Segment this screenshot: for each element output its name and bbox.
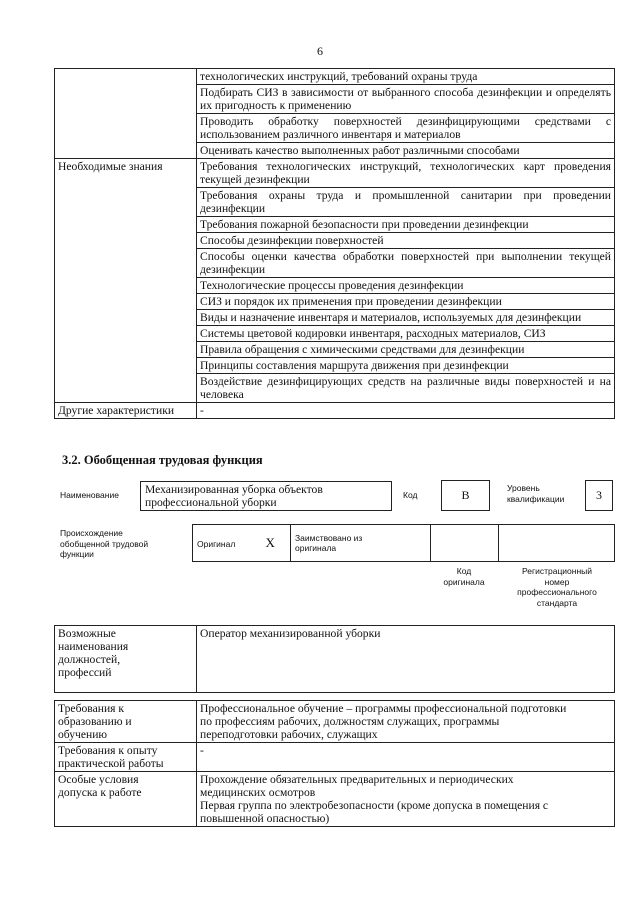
function-name-field: Механизированная уборка объектов профессиональной уборки (140, 481, 392, 511)
knowledge-row-value: СИЗ и порядок их применения при проведении дезинфекции (197, 294, 615, 310)
conditions-label: Особые условия допуска к работе (55, 772, 197, 827)
knowledge-row-value: - (197, 403, 615, 419)
experience-value: - (197, 743, 615, 772)
knowledge-row-value: Оценивать качество выполненных работ различными способами (197, 143, 615, 159)
borrowed-label: Заимствовано из оригинала (295, 532, 363, 553)
original-code-caption: Код оригинала (443, 566, 485, 587)
knowledge-row-value: Принципы составления маршрута движения при дезинфекции (197, 358, 615, 374)
conditions-value: Прохождение обязательных предварительных и периодических медицинских осмотров Первая группа по электробезопасности (кроме допуска в помещения с повышенной опасностью) (197, 772, 615, 827)
original-code-cell (431, 525, 499, 562)
experience-row (55, 743, 615, 772)
requirements-table (54, 700, 615, 827)
knowledge-row (55, 403, 615, 419)
level-label: Уровень квалификации (507, 483, 565, 504)
knowledge-row-value: Проводить обработку поверхностей дезинфицирующими средствами с использованием различного инвентаря и материалов (197, 114, 615, 143)
origin-label: Происхождение обобщенной трудовой функции (60, 528, 149, 559)
occupations-value: Оператор механизированной уборки (197, 626, 615, 693)
knowledge-row (55, 69, 615, 85)
knowledge-row-value: Требования охраны труда и промышленной санитарии при проведении дезинфекции (197, 188, 615, 217)
name-label: Наименование (60, 490, 119, 500)
knowledge-row-value: Технологические процессы проведения дезинфекции (197, 278, 615, 294)
knowledge-row-value: технологических инструкций, требований охраны труда (197, 69, 615, 85)
knowledge-row-label: Другие характеристики (55, 403, 197, 419)
knowledge-row-value: Подбирать СИЗ в зависимости от выбранного способа дезинфекции и определять их пригодность к применению (197, 85, 615, 114)
code-field: B (441, 480, 490, 511)
knowledge-row-value: Требования пожарной безопасности при проведении дезинфекции (197, 217, 615, 233)
knowledge-row-value: Способы оценки качества обработки поверхностей при выполнении текущей дезинфекции (197, 249, 615, 278)
knowledge-row-value: Правила обращения с химическими средствами для дезинфекции (197, 342, 615, 358)
experience-label: Требования к опыту практической работы (55, 743, 197, 772)
occupations-table (54, 625, 615, 693)
knowledge-row-value: Требования технологических инструкций, технологических карт проведения текущей дезинфекции (197, 159, 615, 188)
education-label: Требования к образованию и обучению (55, 701, 197, 743)
section-title: 3.2. Обобщенная трудовая функция (62, 453, 263, 467)
knowledge-row (55, 159, 615, 188)
knowledge-table (54, 68, 615, 419)
education-value: Профессиональное обучение – программы профессиональной подготовки по профессиям рабочих, должностям служащих, программы переподготовки рабочих, служащих (197, 701, 615, 743)
knowledge-row-label: Необходимые знания (55, 159, 197, 403)
registration-number-caption: Регистрационный номер профессионального стандарта (517, 566, 597, 608)
original-mark: X (265, 535, 275, 550)
knowledge-row-value: Виды и назначение инвентаря и материалов, используемых для дезинфекции (197, 310, 615, 326)
registration-number-cell (499, 525, 615, 562)
knowledge-row-value: Системы цветовой кодировки инвентаря, расходных материалов, СИЗ (197, 326, 615, 342)
knowledge-row-value: Воздействие дезинфицирующих средств на различные виды поверхностей и на человека (197, 374, 615, 403)
original-label: Оригинал (197, 538, 236, 549)
knowledge-row-value: Способы дезинфекции поверхностей (197, 233, 615, 249)
code-label: Код (403, 490, 418, 500)
knowledge-row-label (55, 69, 197, 159)
education-row (55, 701, 615, 743)
origin-table (192, 524, 615, 562)
level-field: 3 (585, 480, 613, 511)
occupations-label: Возможные наименования должностей, профессий (55, 626, 197, 693)
conditions-row (55, 772, 615, 827)
page-number: 6 (317, 44, 323, 58)
